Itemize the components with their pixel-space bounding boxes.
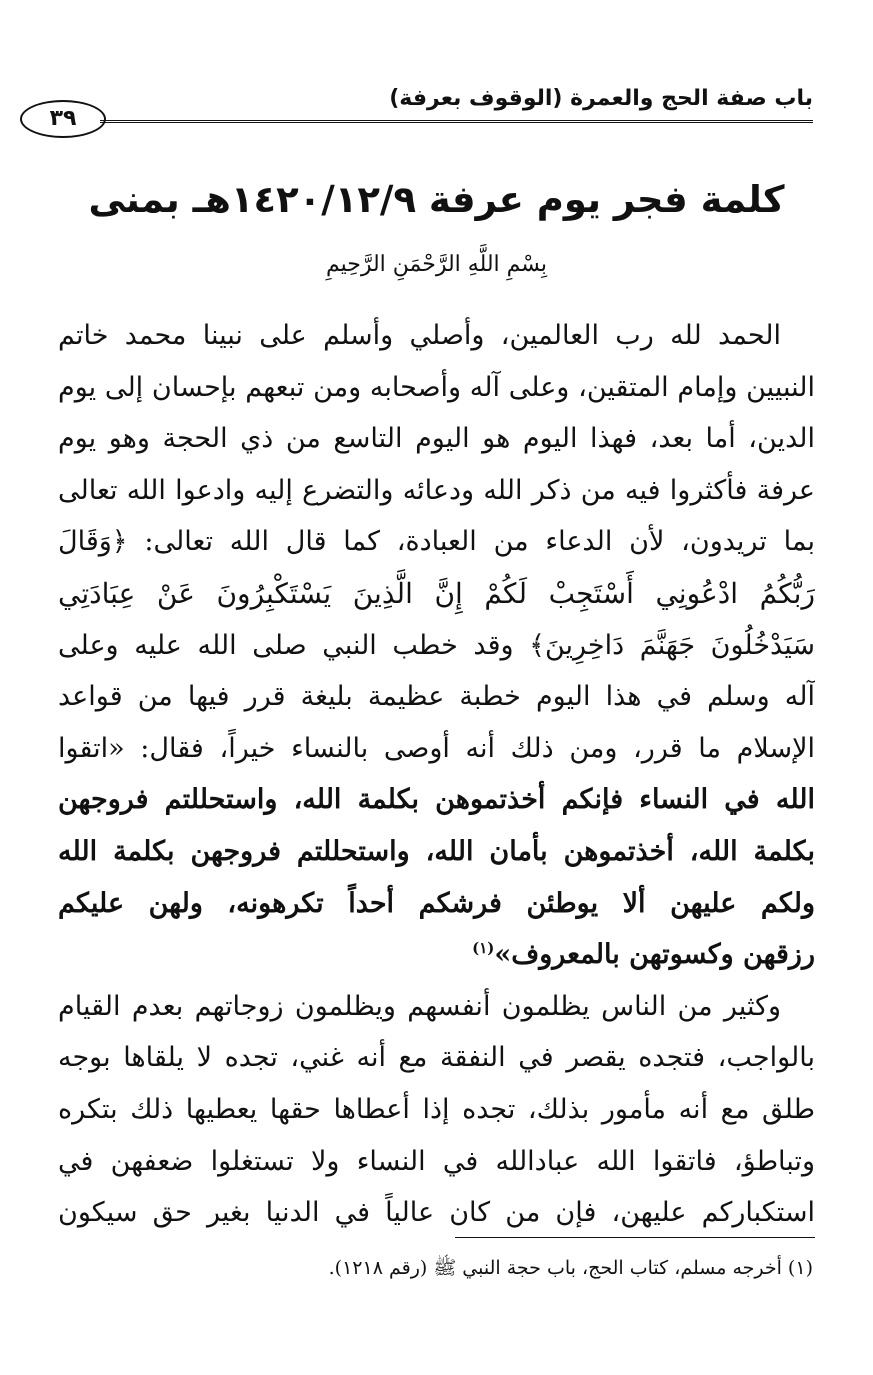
body-line: بما تريدون، لأن الدعاء من العبادة، كما قال الله تعالى: ﴿وَقَالَ xyxy=(58,526,815,558)
main-title: كلمة فجر يوم عرفة ١٤٢٠/١٢/٩هـ بمنى xyxy=(88,178,785,221)
footnote-divider xyxy=(455,1237,815,1238)
header-rule xyxy=(100,120,813,123)
hadith-line: بكلمة الله، أخذتموهن بأمان الله، واستحللتم فروجهن بكلمة الله xyxy=(58,835,815,867)
hadith-line-last xyxy=(58,929,815,981)
body-line: الحمد لله رب العالمين، وأصلي وأسلم على نبينا محمد خاتم xyxy=(58,320,781,351)
body-text xyxy=(58,310,815,1239)
body-line: عرفة فأكثروا فيه من ذكر الله ودعائه والتضرع إليه وادعوا الله تعالى xyxy=(58,474,815,506)
hadith-line: الله في النساء فإنكم أخذتموهن بكلمة الله، واستحللتم فروجهن xyxy=(58,784,815,816)
body-line: الإسلام ما قرر، ومن ذلك أنه أوصى بالنساء خيراً، فقال: «اتقوا xyxy=(58,732,815,764)
body-line: وكثير من الناس يظلمون أنفسهم ويظلمون زوجاتهم بعدم القيام xyxy=(58,990,781,1022)
header-title: باب صفة الحج والعمرة (الوقوف بعرفة) xyxy=(389,86,813,111)
body-line: آله وسلم في هذا اليوم خطبة عظيمة بليغة قرر فيها من قواعد xyxy=(58,681,815,713)
page-number: ٣٩ xyxy=(20,100,106,138)
footnote-marker: (١) xyxy=(472,939,495,958)
hadith-text: رزقهن وكسوتهن بالمعروف» xyxy=(494,939,815,971)
body-line: استكباركم عليهن، فإن من كان عالياً في الدنيا بغير حق سيكون xyxy=(58,1197,815,1229)
body-line: سَيَدْخُلُونَ جَهَنَّمَ دَاخِرِينَ﴾ وقد خطب النبي صلى الله عليه وعلى xyxy=(58,629,815,661)
body-line: النبيين وإمام المتقين، وعلى آله وأصحابه ومن تبعهم بإحسان إلى يوم xyxy=(58,371,815,403)
basmala: بِسْمِ اللَّهِ الرَّحْمَنِ الرَّحِيمِ xyxy=(325,252,548,277)
body-line: طلق مع أنه مأمور بذلك، تجده إذا أعطاها حقها يعطيها ذلك بتكره xyxy=(58,1093,815,1125)
footnote: (١) أخرجه مسلم، كتاب الحج، باب حجة النبي ﷺ (رقم ١٢١٨). xyxy=(328,1257,813,1279)
body-line: الدين، أما بعد، فهذا اليوم هو اليوم التاسع من ذي الحجة وهو يوم xyxy=(58,423,815,455)
quran-verse-line: رَبُّكُمُ ادْعُونِي أَسْتَجِبْ لَكُمْ إِنَّ الَّذِينَ يَسْتَكْبِرُونَ عَنْ عِبَادَتِي xyxy=(58,576,815,610)
running-header xyxy=(20,82,813,130)
body-line: وتباطؤ، فاتقوا الله عبادالله في النساء ولا تستغلوا ضعفهن في xyxy=(58,1145,815,1177)
hadith-line: ولكم عليهن ألا يوطئن فرشكم أحداً تكرهونه، ولهن عليكم xyxy=(58,887,815,919)
body-line: بالواجب، فتجده يقصر في النفقة مع أنه غني، تجده لا يلقاها بوجه xyxy=(58,1042,815,1074)
